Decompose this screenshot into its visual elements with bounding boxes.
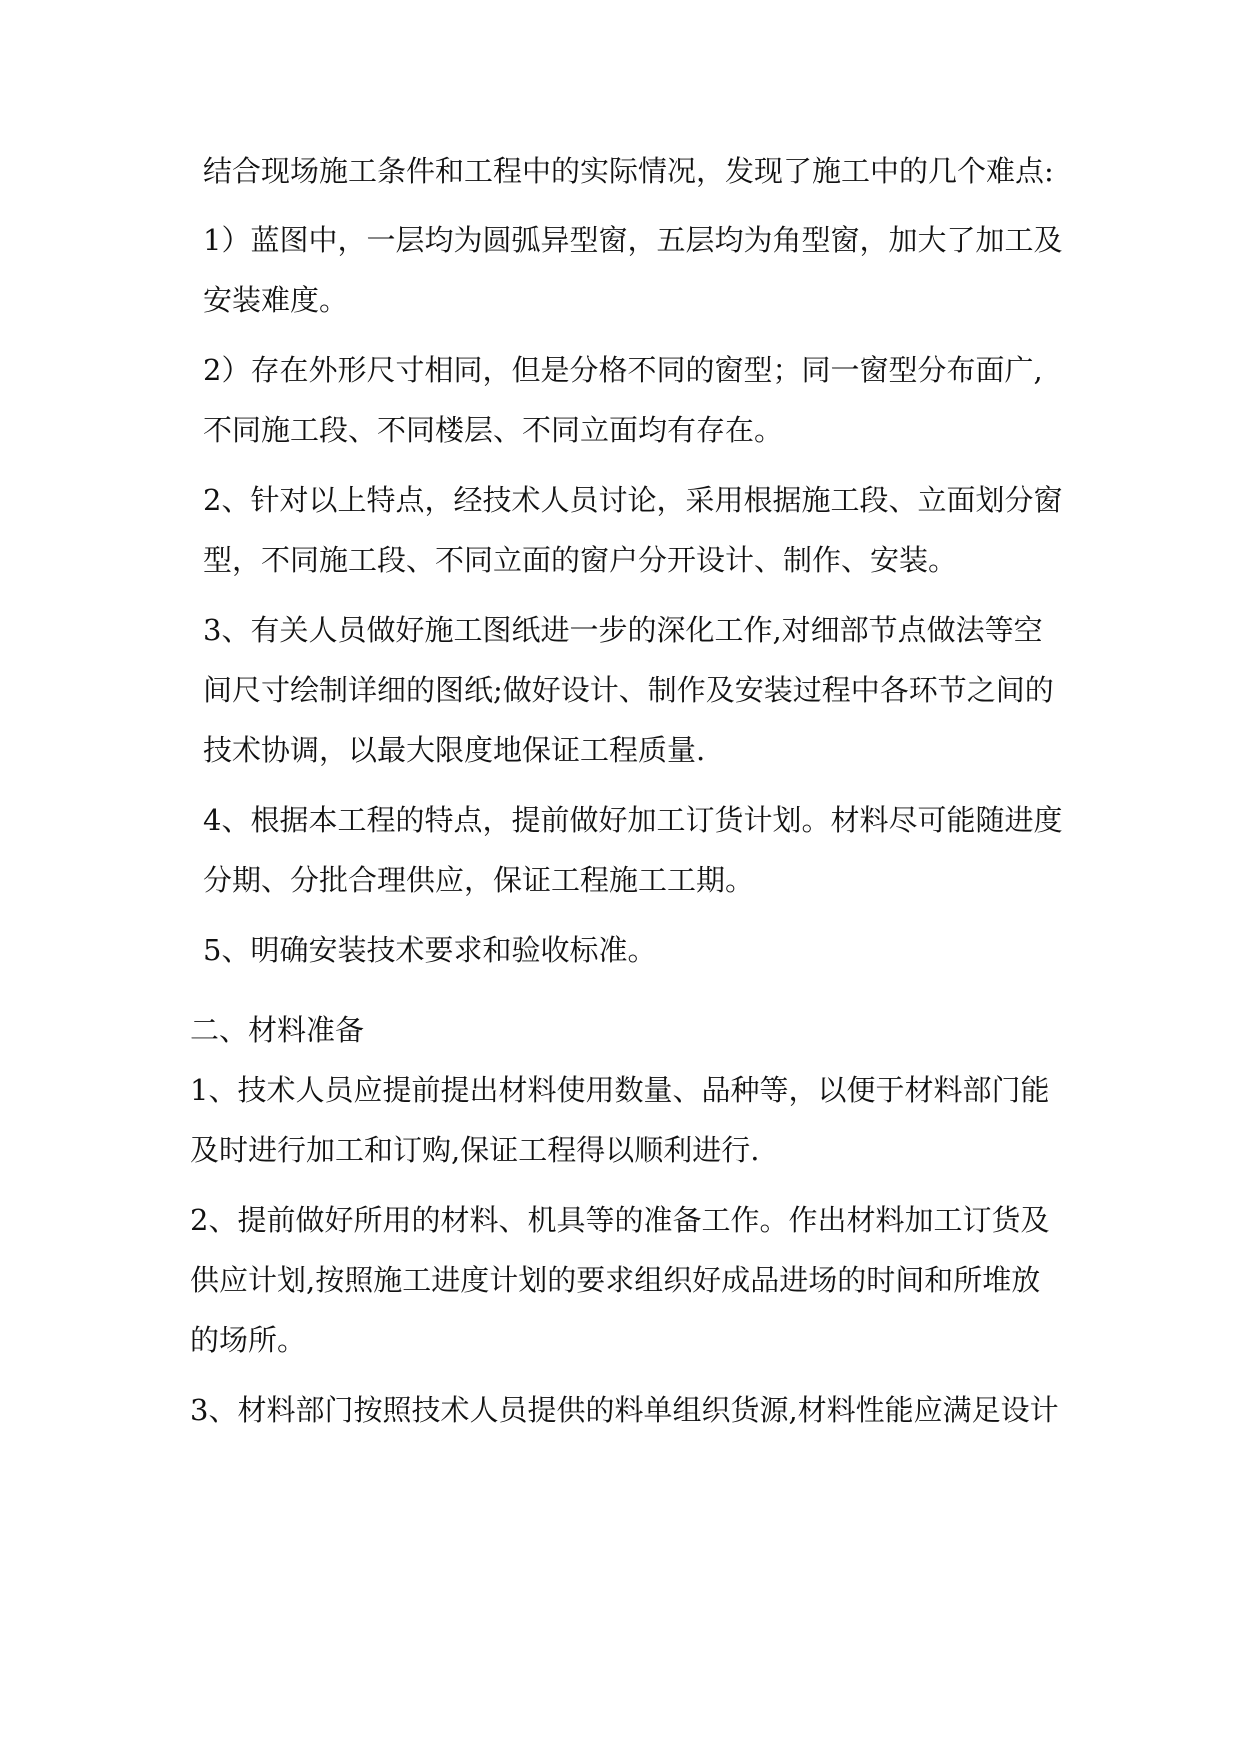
- paragraph-2-line-1: 2、针对以上特点，经技术人员讨论，采用根据施工段、立面划分窗: [203, 483, 1063, 517]
- paragraph-3-line-2: 间尺寸绘制详细的图纸;做好设计、制作及安装过程中各环节之间的: [203, 673, 1054, 707]
- materials-paragraph-3-line-1: 3、材料部门按照技术人员提供的料单组织货源,材料性能应满足设计: [190, 1393, 1059, 1427]
- difficulty-1-line-1: 1）蓝图中，一层均为圆弧异型窗，五层均为角型窗，加大了加工及: [203, 223, 1063, 257]
- materials-paragraph-1-line-1: 1、技术人员应提前提出材料使用数量、品种等，以便于材料部门能: [190, 1073, 1050, 1107]
- paragraph-3-line-1: 3、有关人员做好施工图纸进一步的深化工作,对细部节点做法等空: [203, 613, 1043, 647]
- difficulties-intro: 结合现场施工条件和工程中的实际情况，发现了施工中的几个难点:: [203, 154, 1054, 188]
- materials-paragraph-2-line-1: 2、提前做好所用的材料、机具等的准备工作。作出材料加工订货及: [190, 1203, 1050, 1237]
- paragraph-5-line-1: 5、明确安装技术要求和验收标准。: [203, 933, 657, 967]
- difficulty-1-line-2: 安装难度。: [203, 283, 349, 317]
- section-heading-materials: 二、材料准备: [190, 1013, 365, 1047]
- paragraph-4-line-2: 分期、分批合理供应，保证工程施工工期。: [203, 863, 755, 897]
- materials-paragraph-2-line-2: 供应计划,按照施工进度计划的要求组织好成品进场的时间和所堆放: [190, 1263, 1041, 1297]
- materials-paragraph-2-line-3: 的场所。: [190, 1323, 307, 1357]
- materials-paragraph-1-line-2: 及时进行加工和订购,保证工程得以顺利进行.: [190, 1133, 760, 1167]
- paragraph-3-line-3: 技术协调，以最大限度地保证工程质量.: [203, 733, 706, 767]
- paragraph-4-line-1: 4、根据本工程的特点，提前做好加工订货计划。材料尽可能随进度: [203, 803, 1063, 837]
- difficulty-2-line-2: 不同施工段、不同楼层、不同立面均有存在。: [203, 413, 784, 447]
- difficulty-2-line-1: 2）存在外形尺寸相同，但是分格不同的窗型；同一窗型分布面广,: [203, 353, 1043, 387]
- paragraph-2-line-2: 型，不同施工段、不同立面的窗户分开设计、制作、安装。: [203, 543, 958, 577]
